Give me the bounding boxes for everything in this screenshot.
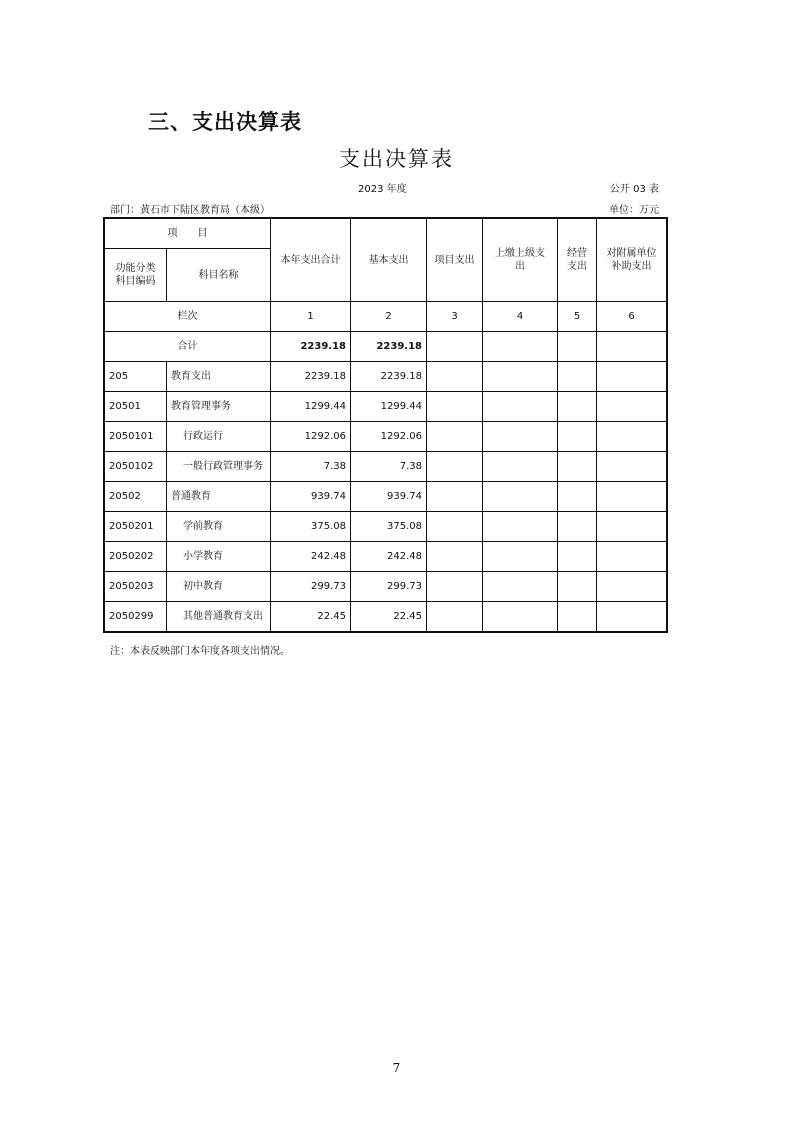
remit-amount — [483, 512, 558, 542]
remit-amount — [483, 362, 558, 392]
subject-name: 其他普通教育支出 — [167, 602, 271, 632]
remit-amount — [483, 452, 558, 482]
subject-name: 学前教育 — [167, 512, 271, 542]
subject-code: 2050201 — [105, 512, 167, 542]
remit-amount — [483, 542, 558, 572]
subject-code: 2050102 — [105, 452, 167, 482]
header-business: 经营 支出 — [558, 219, 597, 302]
business-amount — [558, 542, 597, 572]
total-label: 合计 — [105, 332, 271, 362]
subject-name: 教育管理事务 — [167, 392, 271, 422]
header-basic: 基本支出 — [351, 219, 427, 302]
column-number-row — [105, 302, 667, 332]
basic-amount: 2239.18 — [351, 362, 427, 392]
column-number-label: 栏次 — [105, 302, 271, 332]
page-number: 7 — [392, 1061, 401, 1075]
remit-amount — [483, 422, 558, 452]
department-label: 部门：黄石市下陆区教育局（本级） — [110, 205, 270, 216]
business-amount — [558, 482, 597, 512]
section-heading: 三、支出决算表 — [148, 110, 302, 134]
project-amount — [427, 392, 483, 422]
subject-name: 初中教育 — [167, 572, 271, 602]
subject-name: 教育支出 — [167, 362, 271, 392]
header-item: 项 目 — [105, 219, 271, 249]
basic-amount: 22.45 — [351, 602, 427, 632]
basic-amount: 1292.06 — [351, 422, 427, 452]
subject-code: 20502 — [105, 482, 167, 512]
subsidy-amount — [597, 452, 667, 482]
expenditure-table — [104, 218, 667, 632]
table-row — [105, 422, 667, 452]
column-number: 4 — [483, 302, 558, 332]
total-amount: 375.08 — [271, 512, 351, 542]
total-amount: 242.48 — [271, 542, 351, 572]
business-amount — [558, 512, 597, 542]
subject-name: 小学教育 — [167, 542, 271, 572]
basic-amount: 939.74 — [351, 482, 427, 512]
total-amount: 939.74 — [271, 482, 351, 512]
subject-code: 2050299 — [105, 602, 167, 632]
subject-code: 20501 — [105, 392, 167, 422]
table-note: 注：本表反映部门本年度各项支出情况。 — [110, 646, 290, 657]
total-amount: 1299.44 — [271, 392, 351, 422]
business-amount — [558, 422, 597, 452]
subsidy-amount — [597, 572, 667, 602]
subsidy-amount — [597, 542, 667, 572]
business-amount — [558, 452, 597, 482]
column-number: 3 — [427, 302, 483, 332]
total-amount: 1292.06 — [271, 422, 351, 452]
basic-amount: 7.38 — [351, 452, 427, 482]
subject-code: 205 — [105, 362, 167, 392]
subject-code: 2050202 — [105, 542, 167, 572]
project-amount — [427, 602, 483, 632]
subsidy-amount — [597, 512, 667, 542]
subject-code: 2050203 — [105, 572, 167, 602]
header-subsidy: 对附属单位 补助支出 — [597, 219, 667, 302]
subsidy-amount — [597, 362, 667, 392]
project-amount — [427, 422, 483, 452]
project-amount — [427, 482, 483, 512]
remit-amount — [483, 392, 558, 422]
total-row — [105, 332, 667, 362]
basic-amount: 375.08 — [351, 512, 427, 542]
subsidy-amount — [597, 602, 667, 632]
remit-amount — [483, 602, 558, 632]
header-total: 本年支出合计 — [271, 219, 351, 302]
remit-amount — [483, 482, 558, 512]
remit-amount — [483, 572, 558, 602]
column-number: 6 — [597, 302, 667, 332]
total-amount: 299.73 — [271, 572, 351, 602]
form-number: 公开 03 表 — [609, 184, 659, 195]
header-remit: 上缴上级支 出 — [483, 219, 558, 302]
subject-name: 普通教育 — [167, 482, 271, 512]
business-amount — [558, 572, 597, 602]
fiscal-year: 2023 年度 — [358, 184, 407, 195]
total-amount: 2239.18 — [271, 362, 351, 392]
header-func-code: 功能分类 科目编码 — [105, 249, 167, 302]
column-number: 5 — [558, 302, 597, 332]
total-amount: 7.38 — [271, 452, 351, 482]
subsidy-amount — [597, 422, 667, 452]
business-amount — [558, 362, 597, 392]
subject-name: 一般行政管理事务 — [167, 452, 271, 482]
table-row — [105, 572, 667, 602]
header-subject-name: 科目名称 — [167, 249, 271, 302]
total-basic: 2239.18 — [351, 332, 427, 362]
subject-name: 行政运行 — [167, 422, 271, 452]
subject-code: 2050101 — [105, 422, 167, 452]
business-amount — [558, 602, 597, 632]
table-row — [105, 362, 667, 392]
column-number: 2 — [351, 302, 427, 332]
table-row — [105, 482, 667, 512]
subsidy-amount — [597, 482, 667, 512]
business-amount — [558, 392, 597, 422]
table-row — [105, 512, 667, 542]
table-row — [105, 392, 667, 422]
subsidy-amount — [597, 392, 667, 422]
total-amount: 2239.18 — [271, 332, 351, 362]
unit-label: 单位：万元 — [609, 205, 659, 216]
basic-amount: 242.48 — [351, 542, 427, 572]
column-number: 1 — [271, 302, 351, 332]
total-amount: 22.45 — [271, 602, 351, 632]
basic-amount: 299.73 — [351, 572, 427, 602]
table-row — [105, 542, 667, 572]
project-amount — [427, 542, 483, 572]
basic-amount: 1299.44 — [351, 392, 427, 422]
table-row — [105, 602, 667, 632]
project-amount — [427, 452, 483, 482]
project-amount — [427, 572, 483, 602]
project-amount — [427, 512, 483, 542]
document-title: 支出决算表 — [339, 147, 454, 171]
table-row — [105, 452, 667, 482]
project-amount — [427, 362, 483, 392]
header-project: 项目支出 — [427, 219, 483, 302]
